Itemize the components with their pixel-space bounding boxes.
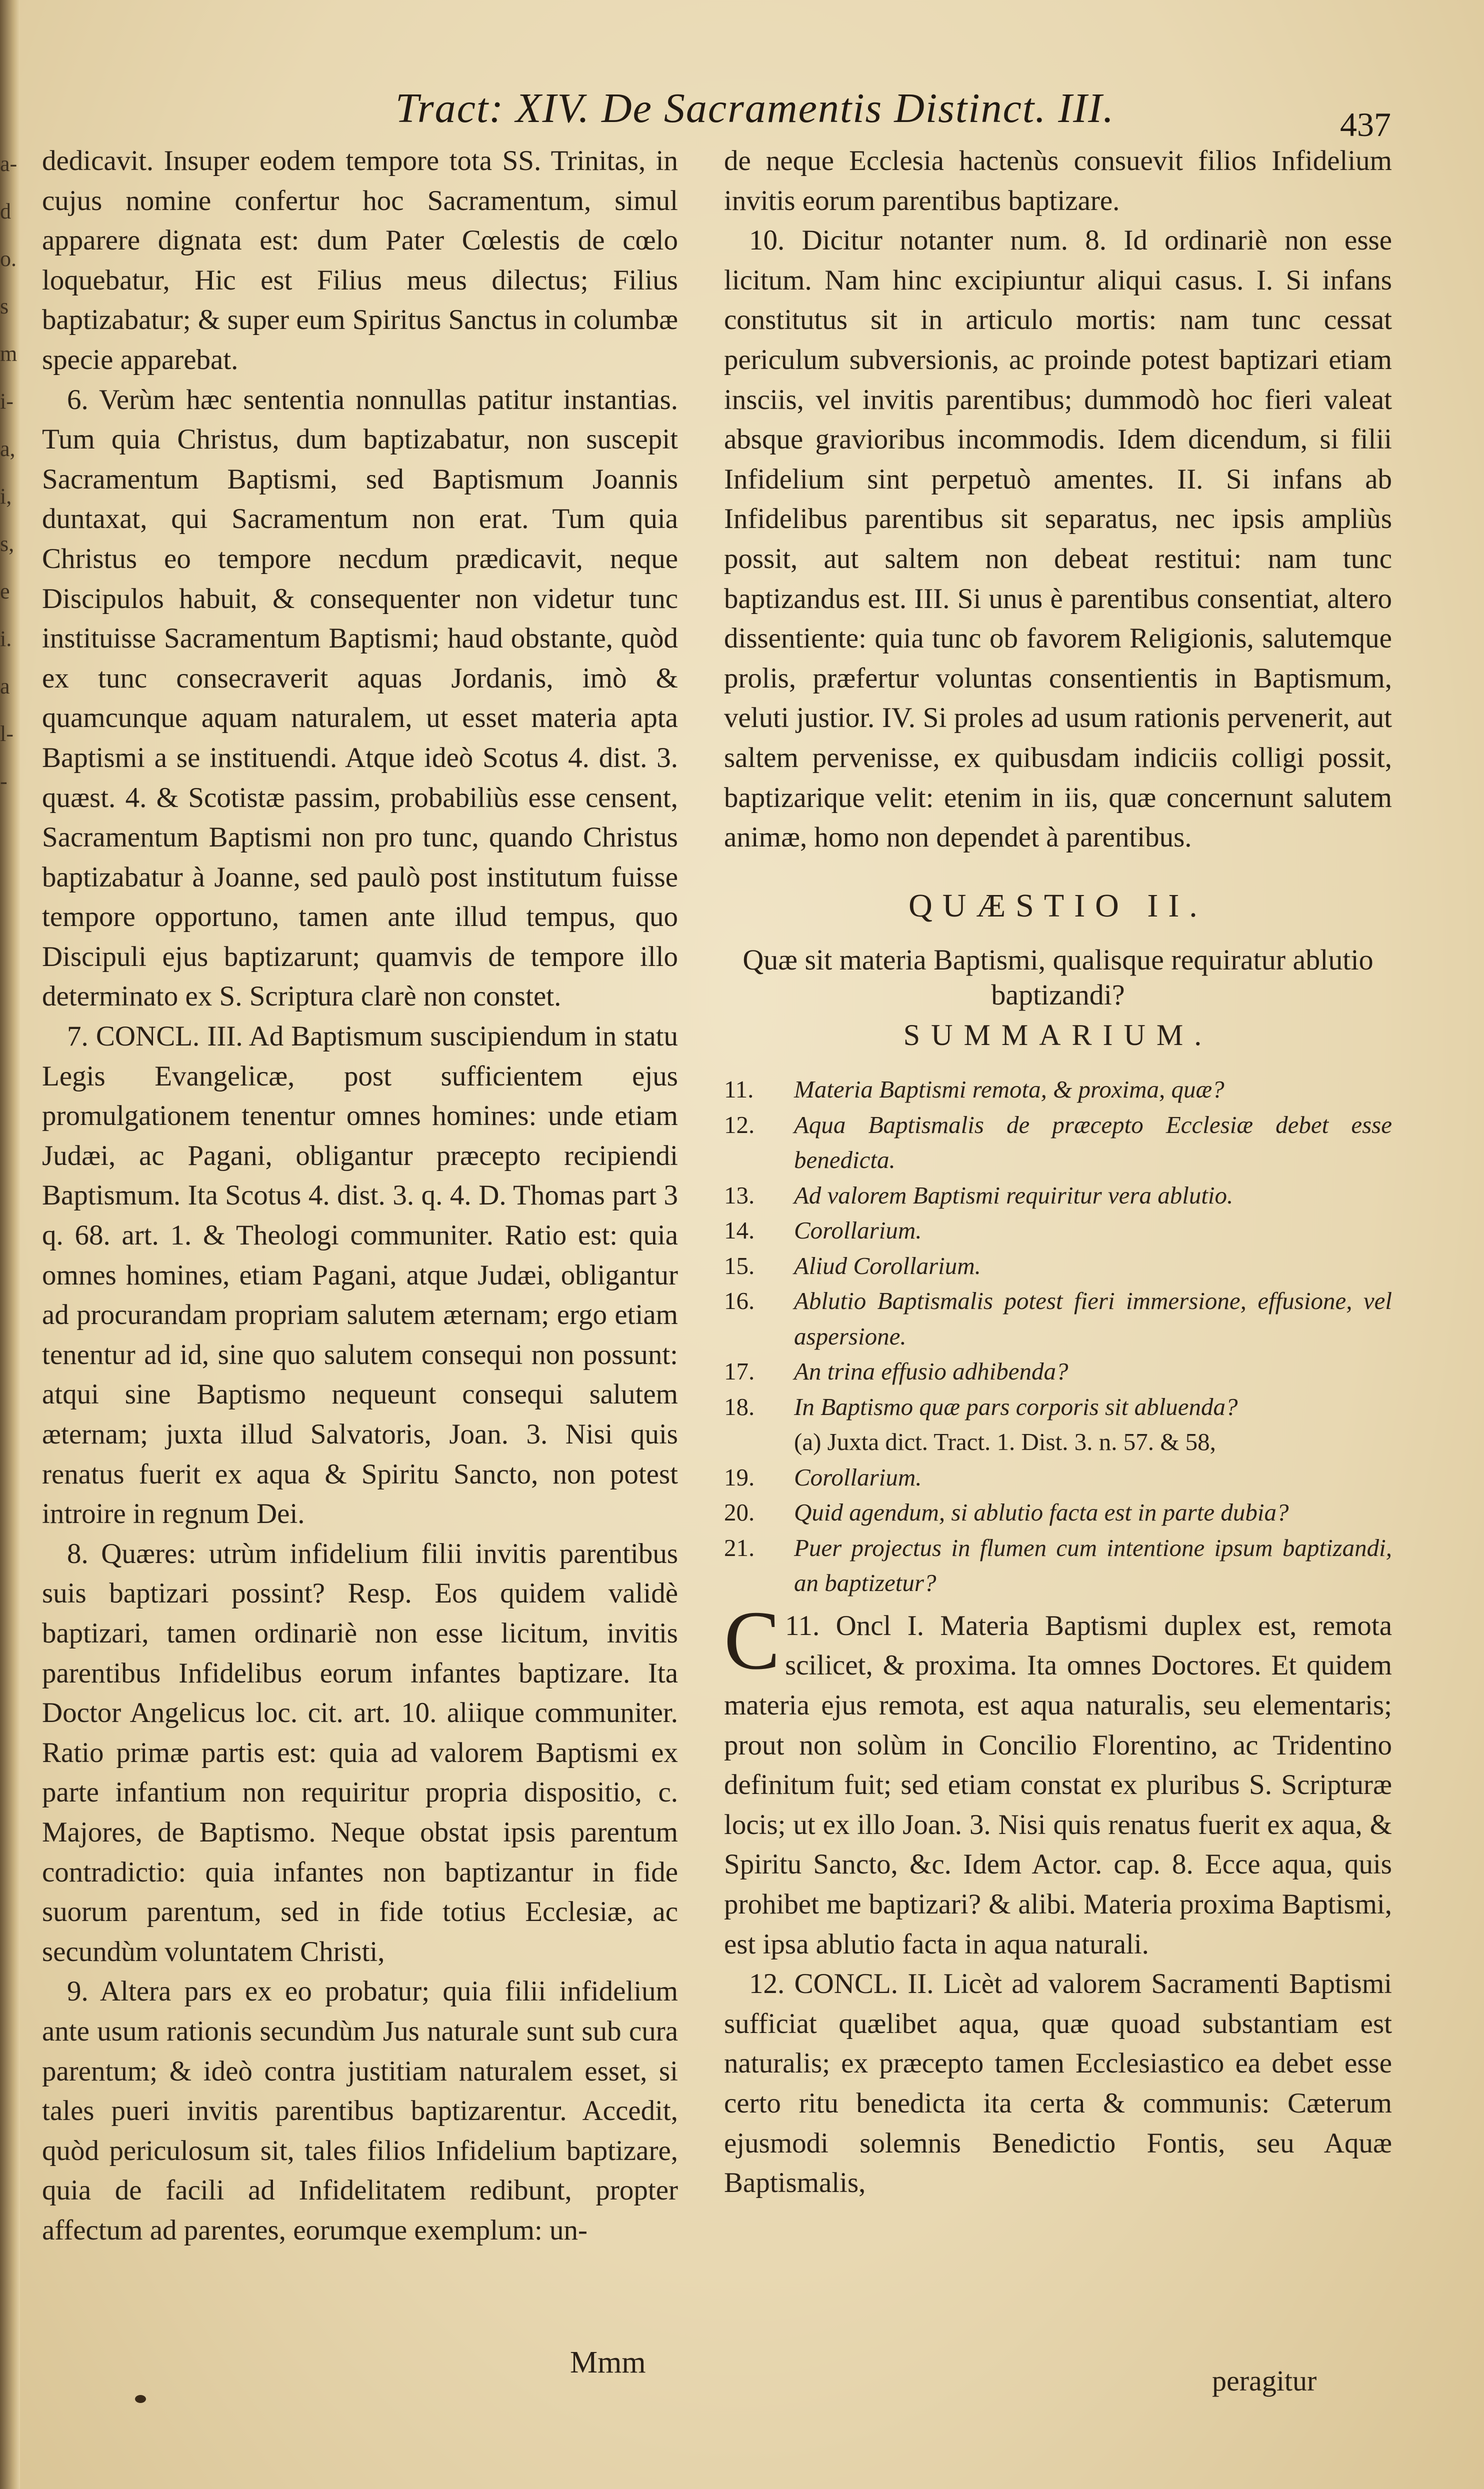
summarium-number: 14. bbox=[724, 1216, 755, 1244]
summarium-heading: SUMMARIUM. bbox=[903, 1018, 1213, 1052]
gutter-fragment: - bbox=[0, 769, 8, 794]
running-head: Tract: XIV. De Sacramentis Distinct. III. bbox=[395, 85, 1115, 132]
summarium-item bbox=[724, 1530, 1392, 1601]
gutter-fragment: s, bbox=[0, 532, 14, 556]
summarium-text: In Baptismo quæ pars corporis sit abluenda? bbox=[794, 1392, 1238, 1420]
gutter-fragment: a- bbox=[0, 152, 18, 176]
summarium-text: An trina effusio adhibenda? bbox=[794, 1358, 1068, 1386]
summarium-text: Puer projectus in flumen cum intentione ipsum baptizandi, an baptizetur? bbox=[794, 1534, 1392, 1597]
summarium-item bbox=[724, 1460, 1392, 1496]
catchword: peragitur bbox=[1212, 2364, 1317, 2397]
gutter-fragment: i- bbox=[0, 389, 14, 414]
summarium-text: Materia Baptismi remota, & proxima, quæ? bbox=[794, 1076, 1224, 1104]
summarium-item bbox=[724, 1354, 1392, 1390]
summarium-text: Ad valorem Baptismi requiritur vera ablutio. bbox=[794, 1181, 1234, 1209]
conclusion-one-number: 11. bbox=[785, 1610, 820, 1642]
summarium-number: 16. bbox=[724, 1287, 755, 1315]
left-paragraph: dedicavit. Insuper eodem tempore tota SS. Trinitas, in cujus nomine confertur hoc Sacramentum, simul apparere dignata est: dum Pater Cœlestis de cœlo loquebatur, Hic est Filius meus dilectus; Filius baptizabatur; & super eum Spiritus Sanctus in columbæ specie apparebat. bbox=[42, 145, 678, 376]
right-column-intro bbox=[724, 141, 1392, 858]
summarium-text: Corollarium. bbox=[794, 1216, 922, 1244]
question-title: Quæ sit materia Baptismi, qualisque requiratur ablutio baptizandi? bbox=[742, 943, 1374, 1011]
summarium-number: 12. bbox=[724, 1110, 755, 1138]
gutter-fragment: s bbox=[0, 294, 9, 318]
right-paragraph: 10. Dicitur notanter num. 8. Id ordinariè non esse licitum. Nam hinc excipiuntur aliqui casus. I. Si infans constitutus sit in articulo mortis: nam tunc cessat periculum subversionis, ac proinde potest baptizari etiam insciis, vel invitis parentibus; dummodò hoc fieri valeat absque gravioribus incommodis. Idem dicendum, si filii Infidelium sint perpetuò amentes. II. Si infans ab Infidelibus parentibus sit separatus, nec ipsis ampliùs possit, aut saltem non debeat restitui: nam tunc baptizandus est. III. Si unus è parentibus consentiat, altero dissentiente: quia tunc ob favorem Religionis, salutemque prolis, præfertur voluntas consentientis in Baptismum, veluti justior. IV. Si proles ad usum rationis pervenerit, aut saltem pervenisse, ex quibusdam indiciis colligi possit, baptizarique velit: etenim in iis, quæ concernunt salutem animæ, homo non dependet à parentibus. bbox=[724, 224, 1392, 854]
left-paragraph: 9. Altera pars ex eo probatur; quia filii infidelium ante usum rationis secundùm Jus naturale sunt sub cura parentum; & ideò contra justitiam naturalem esset, si tales pueri invitis parentibus baptizarentur. Accedit, quòd periculosum sit, tales filios Infidelium baptizare, quia de facili ad Infidelitatem redibunt, propter affectum ad parentes, eorumque exemplum: un- bbox=[42, 1976, 678, 2246]
gutter-fragment: i. bbox=[0, 626, 12, 651]
left-paragraph: 8. Quæres: utrùm infidelium filii invitis parentibus suis baptizari possint? Resp. Eos quidem validè baptizari, tamen ordinariè non esse licitum, invitis parentibus Infidelibus eorum infantes baptizare. Ita Doctor Angelicus loc. cit. art. 10. aliique communiter. Ratio primæ partis est: quia ad valorem Baptismi ex parte infantium non requiritur propria dispositio, c. Majores, de Baptismo. Neque obstat ipsis parentum contradictio: quia infantes non baptizantur in fide suorum parentum, sed in fide totius Ecclesiæ, ac secundùm voluntatem Christi, bbox=[42, 1538, 678, 1968]
gutter-fragment: o. bbox=[0, 246, 16, 271]
right-column bbox=[724, 141, 1392, 2203]
summarium-number: 21. bbox=[724, 1534, 755, 1562]
summarium-item bbox=[724, 1213, 1392, 1248]
conclusion-two: 12. CONCL. II. Licèt ad valorem Sacramenti Baptismi sufficiat quælibet aqua, quæ quoad substantiam est naturalis; ex præcepto tamen Ecclesiastico ea debet esse certo ritu benedicta ita certa & communis: Cæterum ejusmodi solemnis Benedictio Fontis, seu Aquæ Baptismalis, bbox=[724, 1968, 1392, 2199]
summarium-item bbox=[724, 1108, 1392, 1178]
summarium-list bbox=[724, 1072, 1392, 1601]
gutter-fragment: a bbox=[0, 674, 10, 698]
conclusion-one bbox=[724, 1594, 1392, 1964]
conclusion-one-text: Oncl I. Materia Baptismi duplex est, remota scilicet, & proxima. Ita omnes Doctores. Et quidem materia ejus remota, est aqua naturalis, seu elementaris; prout non solùm in Concilio Florentino, ac Tridentino definitum fuit; sed etiam constat ex pluribus S. Scripturæ locis; ut ex illo Joan. 3. Nisi quis renatus fuerit ex aqua, & Spiritu Sancto, &c. Idem Actor. cap. 8. Ecce aqua, quis prohibet me baptizari? & alibi. Materia proxima Baptismi, est ipsa ablutio facta in aqua naturali. bbox=[724, 1610, 1392, 1960]
gutter-fragment: i, bbox=[0, 484, 12, 508]
summarium-number: 15. bbox=[724, 1252, 755, 1280]
summarium-item bbox=[724, 1495, 1392, 1530]
gutter-fragment: m bbox=[0, 342, 18, 366]
page-number: 437 bbox=[1340, 106, 1391, 144]
drop-cap: C bbox=[724, 1594, 780, 1687]
question-heading: QUÆSTIO II. bbox=[908, 887, 1208, 924]
summarium-number: 18. bbox=[724, 1392, 755, 1420]
summarium-text: Aqua Baptismalis de præcepto Ecclesiæ debet esse benedicta. bbox=[794, 1110, 1392, 1174]
summarium-number: 13. bbox=[724, 1181, 755, 1209]
gutter-fragment: a, bbox=[0, 436, 16, 461]
summarium-text: (a) Juxta dict. Tract. 1. Dist. 3. n. 57. & 58, bbox=[794, 1428, 1216, 1456]
right-paragraph: de neque Ecclesia hactenùs consuevit filios Infidelium invitis eorum parentibus baptizare. bbox=[724, 145, 1392, 216]
left-paragraph: 7. CONCL. III. Ad Baptismum suscipiendum in statu Legis Evangelicæ, post sufficientem ejus promulgationem tenentur omnes homines: unde etiam Judæi, ac Pagani, obligantur præcepto recipiendi Baptismum. Ita Scotus 4. dist. 3. q. 4. D. Thomas part 3 q. 68. art. 1. & Theologi communiter. Ratio est: quia omnes homines, etiam Pagani, atque Judæi, obligantur ad procurandam propriam salutem æternam; ergo etiam tenentur ad id, sine quo salutem consequi non possunt: atqui sine Baptismo nequeunt consequi salutem æternam; juxta illud Salvatoris, Joan. 3. Nisi quis renatus fuerit ex aqua & Spiritu Sancto, non potest introire in regnum Dei. bbox=[42, 1020, 678, 1530]
summarium-text: Ablutio Baptismalis potest fieri immersione, effusione, vel aspersione. bbox=[794, 1287, 1392, 1350]
gutter-fragment: l- bbox=[0, 722, 14, 746]
summarium-item bbox=[724, 1178, 1392, 1214]
summarium-text: Corollarium. bbox=[794, 1463, 922, 1491]
signature-mark: Mmm bbox=[570, 2346, 646, 2380]
summarium-number: 11. bbox=[724, 1076, 754, 1104]
gutter-fragment: e bbox=[0, 579, 10, 604]
summarium-item bbox=[724, 1072, 1392, 1108]
left-column bbox=[42, 141, 678, 2250]
left-paragraph: 6. Verùm hæc sententia nonnullas patitur instantias. Tum quia Christus, dum baptizabatur, non suscepit Sacramentum Baptismi, sed Baptismum Joannis duntaxat, qui Sacramentum non erat. Tum quia Christus eo tempore necdum prædicavit, neque Discipulos habuit, & consequenter non videtur tunc instituisse Sacramentum Baptismi; haud obstante, quòd ex tunc consecraverit aquas Jordanis, imò & quamcunque aquam naturalem, ut esset materia apta Baptismi a se instituendi. Atque ideò Scotus 4. dist. 3. quæst. 4. & Scotistæ passim, probabiliùs esse censent, Sacramentum Baptismi non pro tunc, quando Christus baptizabatur à Joanne, sed paulò post institutum fuisse tempore opportuno, tamen ante illud tempus, quo Discipuli ejus baptizarunt; quamvis de tempore illo determinato ex S. Scriptura clarè non constet. bbox=[42, 384, 678, 1012]
summarium-item bbox=[724, 1248, 1392, 1284]
summarium-text: Aliud Corollarium. bbox=[794, 1252, 981, 1280]
summarium-item bbox=[724, 1390, 1392, 1425]
adjacent-page-fragments bbox=[0, 140, 20, 805]
summarium-text: Quid agendum, si ablutio facta est in parte dubia? bbox=[794, 1498, 1289, 1526]
gutter-fragment: d bbox=[0, 199, 11, 224]
summarium-number: 19. bbox=[724, 1463, 755, 1491]
summarium-number: 17. bbox=[724, 1358, 755, 1386]
page-gutter bbox=[0, 0, 20, 2489]
ink-spot bbox=[135, 2395, 146, 2403]
summarium-item bbox=[724, 1424, 1392, 1460]
summarium-item bbox=[724, 1284, 1392, 1354]
summarium-number: 20. bbox=[724, 1498, 755, 1526]
